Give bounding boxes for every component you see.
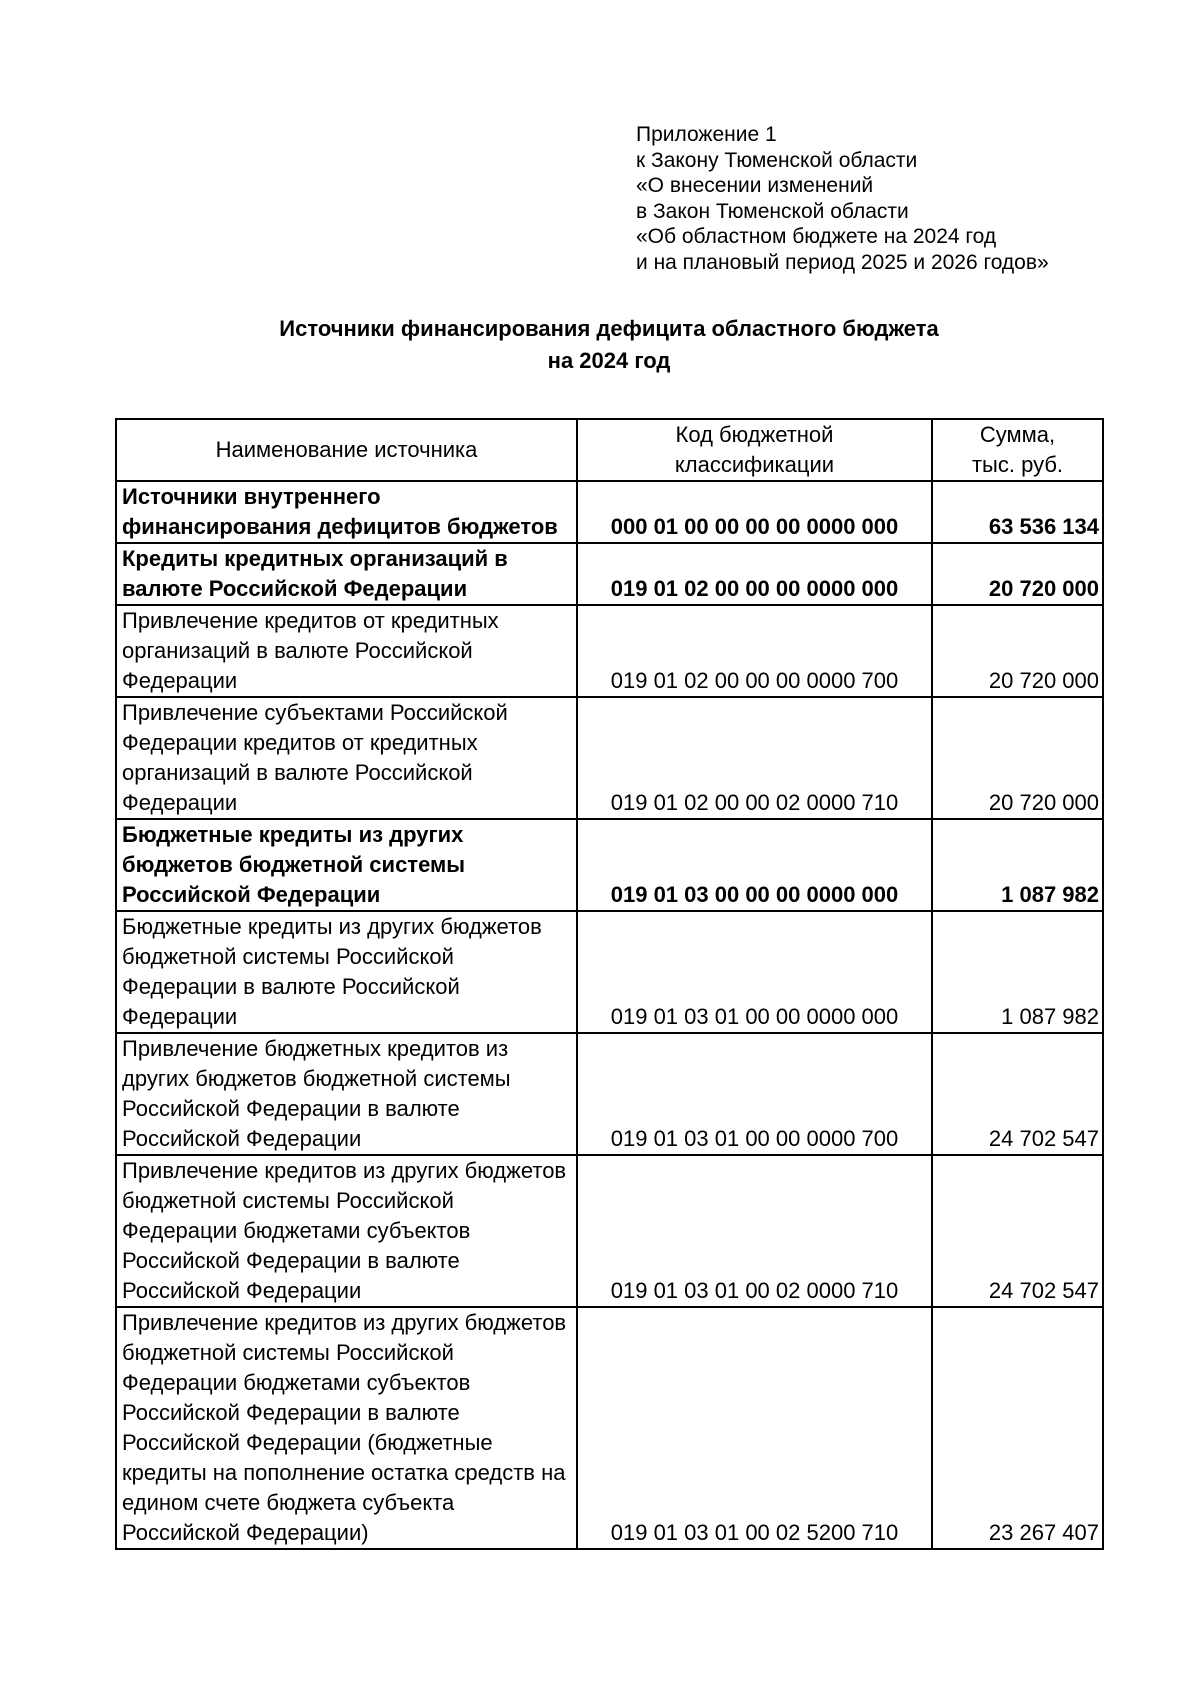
row-source-name: Привлечение кредитов из других бюджетов бюджетной системы Российской Федерации бюджетами субъектов Российской Федерации в валюте Российской Федерации bbox=[116, 1155, 577, 1307]
row-source-name: Привлечение кредитов от кредитных организаций в валюте Российской Федерации bbox=[116, 605, 577, 697]
appendix-line: и на плановый период 2025 и 2026 годов» bbox=[636, 250, 1049, 274]
header-budget-code bbox=[577, 419, 932, 481]
row-amount: 20 720 000 bbox=[932, 543, 1103, 605]
row-budget-code: 000 01 00 00 00 00 0000 000 bbox=[577, 481, 932, 543]
row-source-name: Привлечение кредитов из других бюджетов бюджетной системы Российской Федерации бюджетами субъектов Российской Федерации в валюте Российской Федерации (бюджетные кредиты на пополнение остатка средств на едином счете бюджета субъекта Российской Федерации) bbox=[116, 1307, 577, 1549]
row-amount: 1 087 982 bbox=[932, 819, 1103, 911]
financing-sources-table bbox=[115, 418, 1104, 1550]
document-title-line-1: Источники финансирования дефицита областного бюджета bbox=[279, 316, 939, 341]
table-row bbox=[116, 605, 1103, 697]
row-source-name: Привлечение бюджетных кредитов из других бюджетов бюджетной системы Российской Федерации в валюте Российской Федерации bbox=[116, 1033, 577, 1155]
row-budget-code: 019 01 03 00 00 00 0000 000 bbox=[577, 819, 932, 911]
appendix-line: «Об областном бюджете на 2024 год bbox=[636, 225, 997, 248]
row-amount: 24 702 547 bbox=[932, 1155, 1103, 1307]
header-source-name bbox=[116, 419, 577, 481]
header-budget-code-line-1: Код бюджетной bbox=[675, 422, 834, 447]
row-amount: 23 267 407 bbox=[932, 1307, 1103, 1549]
row-budget-code: 019 01 02 00 00 02 0000 710 bbox=[577, 697, 932, 819]
row-source-name: Бюджетные кредиты из других бюджетов бюджетной системы Российской Федерации в валюте Российской Федерации bbox=[116, 911, 577, 1033]
row-amount: 24 702 547 bbox=[932, 1033, 1103, 1155]
row-budget-code: 019 01 03 01 00 00 0000 000 bbox=[577, 911, 932, 1033]
table-row bbox=[116, 697, 1103, 819]
row-budget-code: 019 01 03 01 00 00 0000 700 bbox=[577, 1033, 932, 1155]
table-row bbox=[116, 543, 1103, 605]
row-amount: 1 087 982 bbox=[932, 911, 1103, 1033]
row-source-name: Кредиты кредитных организаций в валюте Российской Федерации bbox=[116, 543, 577, 605]
appendix-line: к Закону Тюменской области bbox=[636, 148, 918, 172]
table-row bbox=[116, 481, 1103, 543]
row-amount: 20 720 000 bbox=[932, 697, 1103, 819]
header-budget-code-line-2: классификации bbox=[674, 452, 835, 477]
table-row bbox=[116, 1155, 1103, 1307]
row-amount: 63 536 134 bbox=[932, 481, 1103, 543]
row-source-name: Бюджетные кредиты из других бюджетов бюджетной системы Российской Федерации bbox=[116, 819, 577, 911]
row-source-name: Привлечение субъектами Российской Федерации кредитов от кредитных организаций в валюте Российской Федерации bbox=[116, 697, 577, 819]
document-title-line-2: на 2024 год bbox=[547, 348, 671, 373]
header-amount-line-1: Сумма, bbox=[979, 422, 1056, 447]
row-budget-code: 019 01 02 00 00 00 0000 700 bbox=[577, 605, 932, 697]
appendix-reference bbox=[636, 122, 1156, 275]
table-row bbox=[116, 819, 1103, 911]
row-source-name: Источники внутреннего финансирования дефицитов бюджетов bbox=[116, 481, 577, 543]
row-budget-code: 019 01 02 00 00 00 0000 000 bbox=[577, 543, 932, 605]
table-row bbox=[116, 1033, 1103, 1155]
document-title bbox=[0, 313, 1200, 377]
header-source-name-label: Наименование источника bbox=[215, 437, 478, 462]
appendix-line: в Закон Тюменской области bbox=[636, 199, 909, 223]
appendix-line: Приложение 1 bbox=[636, 123, 777, 146]
row-budget-code: 019 01 03 01 00 02 5200 710 bbox=[577, 1307, 932, 1549]
appendix-line: «О внесении изменений bbox=[636, 174, 874, 197]
table-row bbox=[116, 911, 1103, 1033]
header-amount-line-2: тыс. руб. bbox=[971, 452, 1064, 477]
table-header-row bbox=[116, 419, 1103, 481]
header-amount bbox=[932, 419, 1103, 481]
row-budget-code: 019 01 03 01 00 02 0000 710 bbox=[577, 1155, 932, 1307]
table-row bbox=[116, 1307, 1103, 1549]
row-amount: 20 720 000 bbox=[932, 605, 1103, 697]
